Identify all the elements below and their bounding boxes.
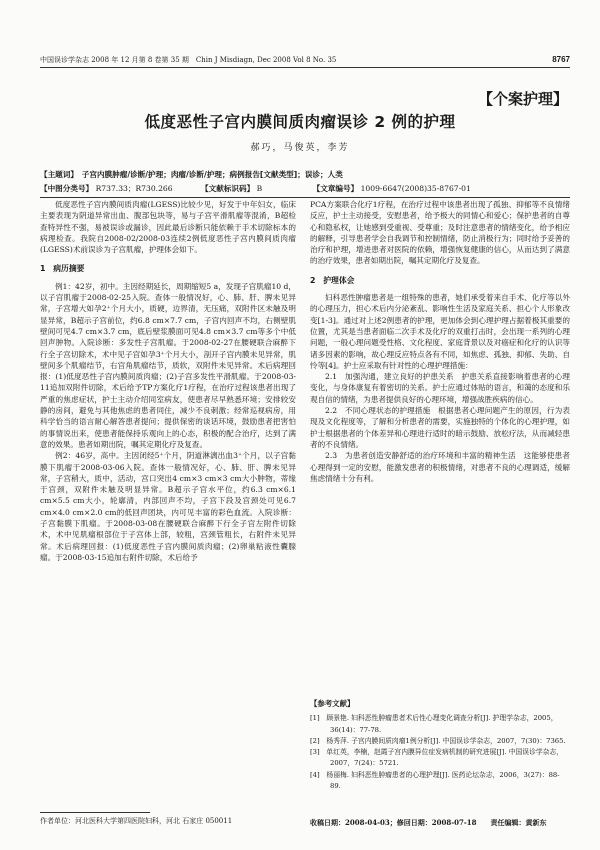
reference-item: [2] 杨秀萍. 子宫内膜间质肉瘤1例分析[J]. 中国误诊学杂志，2007，7(30)：7365. bbox=[310, 736, 566, 745]
case2-continuation: PCA方案联合化疗1疗程，在治疗过程中该患者出现了孤独、抑郁等不良情绪反应，护士主动接受，安慰患者，给予极大的同情心和爱心；保护患者的自尊心和隐私权，让她感到受重视、受尊重；及时注意患者的情绪变化，给予相应的解释，引导患者学会自我调节和控制情绪，防止消极行为；同时给予妥善的治疗和护理，增进患者对医院的依赖，增强恢复健康的信心，从而达到了满意的治疗效果，患者如期出院，嘱其定期化疗及复查。 bbox=[310, 200, 570, 266]
authors: 郝巧，马俊英，李芳 bbox=[250, 143, 350, 153]
footnote-rule bbox=[40, 812, 150, 813]
running-header bbox=[40, 55, 570, 65]
doc-code-label: 【文献标识码】 bbox=[201, 184, 255, 193]
doc-code: B bbox=[256, 184, 263, 193]
article-no-label: 【文章编号】 bbox=[312, 184, 359, 193]
nursing-paragraph: 妇科恶性肿瘤患者是一组特殊的患者，她们承受着来自手术、化疗等以外的心理压力，担心术后内分泌紊乱、影响性生活及家庭关系、担心个人形象改变[1-3]。通过对上述2例患者的护理，更加体会到心理护理占据着极其重要的位置，尤其是当患者面临二次手术及化疗的双重打击时，会出现一系列的心理问题，一般心理问题受性格、文化程度、家庭背景以及对癌症和化疗的认识等诸多因素的影响，故心理反应特点各有不同，如焦虑、孤独、抑郁、失助、自怜等[4]。护士应采取有针对性的心理护理措施： bbox=[310, 293, 570, 370]
clc-number: R737.33；R730.266 bbox=[95, 184, 173, 193]
case2-paragraph: 例2：46岁，高中。主因闭经5⁺个月，阴道淋漓出血3⁺个月，以子宫黏膜下肌瘤于2008-03-06入院。查体一般情况好，心、肺、肝、脾未见异常，子宫稍大，质中，活动，宫口突出4 cm×3 cm×3 cm大小肿物，蒂缘于宫颈，双附件未触及明显异常。B超示子宫水平位，约6.3 cm×6.1 cm×5.5 cm大小，轮廓清，内部回声不均，子宫下段及宫颈处可见6.7 cm×4.0 cm×2.0 cm的低回声团块，内可见丰富的彩色血流。入院诊断：子宫黏膜下肌瘤。于2008-03-08在腰硬联合麻醉下行全子宫左附件切除术，术中见肌瘤根部位于子宫体上部，较粗，宫颈管粗长，右附件未见异常。术后病理回报：(1)低度恶性子宫内膜间质肉瘤；(2)卵巢粘液性囊腺瘤。于2008-03-15追加右附件切除，术后给予 bbox=[40, 451, 296, 562]
received-dates: 收稿日期：2008-04-03；修回日期：2008-07-18 责任编辑：黄新东 bbox=[310, 818, 547, 827]
classification-line bbox=[40, 183, 471, 194]
references bbox=[310, 698, 570, 792]
right-column bbox=[310, 199, 570, 484]
reference-item: [3] 单红英，李楠，赵霞子宫内膜异位症发病机制的研究进展[J]. 中国误诊学杂志，2007，7(24)：5721. bbox=[310, 748, 564, 768]
author-affiliation: 作者单位：河北医科大学第四医院妇科，河北 石家庄 050011 bbox=[40, 817, 233, 825]
meta-rule bbox=[40, 197, 570, 198]
references-title: 【参考文献】 bbox=[310, 699, 355, 708]
intro-paragraph: 低度恶性子宫内膜间质肉瘤(LGESS)比较少见，好发于中年妇女，临床主要表现为阴道异常出血、腹部包块等，易与子宫平滑肌瘤等混淆，B超检查特异性不强，易被误诊或漏诊，因此最后诊断只能依赖于手术切除标本的病理检查。我院自2008-02/2008-03连续2例低度恶性子宫内膜间质肉瘤(LGESS)术前误诊为子宫肌瘤，护理体会如下。 bbox=[40, 200, 296, 255]
keywords-line bbox=[40, 169, 343, 180]
clc-label: 【中图分类号】 bbox=[40, 184, 94, 193]
page-number: 8767 bbox=[552, 55, 570, 64]
article-number: 1009-6647(2008)35-8767-01 bbox=[360, 184, 471, 193]
section-heading-case: 1 病历摘要 bbox=[40, 264, 85, 274]
section-tag: 【个案护理】 bbox=[477, 90, 568, 108]
left-column bbox=[40, 199, 296, 563]
article-title: 低度恶性子宫内膜间质肉瘤误诊 2 例的护理 bbox=[144, 113, 456, 131]
section-heading-nursing: 2 护理体会 bbox=[310, 275, 355, 285]
case1-paragraph: 例1：42岁，初中。主因经期延长，周期缩短5 a，发现子宫肌瘤10 d，以子宫肌瘤于2008-02-25入院。查体一般情况好，心、肺、肝、脾未见异常，子宫增大如孕2⁺个月大小，质硬，边界清，无压痛，双附件区未触及明显异常，B超示子宫前位，约6.8 cm×7.7 cm，子宫内回声不均，右侧壁肌壁间可见4.7 cm×3.7 cm，底后壁浆膜面可见4.8 cm×3.7 cm等多个中低回声肿物。入院诊断：多发性子宫肌瘤。于2008-02-27在腰硬联合麻醉下行全子宫切除术，术中见子宫如孕3⁺个月大小，剖开子宫内膜未见异常，肌壁间多个肌瘤结节，右宫角肌瘤结节，质软，双附件未见异常。术后病理回报：(1)低度恶性子宫内膜间质肉瘤；(2)子宫多发性平滑肌瘤。于2008-03-11追加双附件切除，术后给予TP方案化疗1疗程，在治疗过程该患者出现了严重的焦虑症状，护士主动介绍同室病友，使患者尽早熟悉环境；安排较安静的房间，避免与其他焦虑的患者同住，减少不良刺激；经常巡视病房，用科学恰当的语言耐心解答患者提问；提供保密的谈话环境，鼓励患者把害怕的事情说出来，使患者能保持乐观向上的心态，积极的配合治疗，达到了满意的效果。患者如期出院，嘱其定期化疗及复查。 bbox=[40, 281, 296, 449]
header-rule bbox=[40, 67, 570, 68]
nursing-2-1: 2.1 加强沟通，建立良好的护患关系 护患关系直接影响着患者的心理变化，与身体康复有着密切的关系。护士应通过体贴的语言，和蔼的态度和乐观自信的情绪，为患者提供良好的心理环境，增强战胜疾病的信心。 bbox=[310, 372, 570, 404]
reference-item: [1] 顾景艳. 妇科恶性肿瘤患者术后性心理变化调查分析[J]. 护理学杂志，2005，36(14)：77-78. bbox=[310, 714, 558, 734]
nursing-2-3: 2.3 为患者创造安静舒适的治疗环境和丰富的精神生活 这能够使患者心理得到一定的安慰，能激发患者的积极情绪，对患者不良的心理调适，缓解焦虑情绪十分有利。 bbox=[310, 451, 570, 483]
nursing-2-2: 2.2 不同心理状态的护理措施 根据患者心理问题产生的原因，行为表现及文化程度等，了解和分析患者的需要，实施独特的个体化的心理护理，如护士根据患者的个体差异和心理进行适时的暗示鼓励、放松疗法，从而减轻患者的不良情绪。 bbox=[310, 406, 570, 449]
reference-item: [4] 杨丽梅. 妇科恶性肿瘤患者的心理护理[J]. 医药论坛杂志，2006，3(27)：88-89. bbox=[310, 770, 560, 791]
keywords: 【主题词】 子宫内膜肿瘤/诊断/护理；肉瘤/诊断/护理；病例报告[文献类型]；误诊；人类 bbox=[40, 170, 343, 179]
journal-citation: 中国误诊学杂志 2008 年 12 月第 8 卷第 35 期 Chin J Misdiagn, Dec 2008 Vol 8 No. 35 bbox=[40, 56, 337, 64]
